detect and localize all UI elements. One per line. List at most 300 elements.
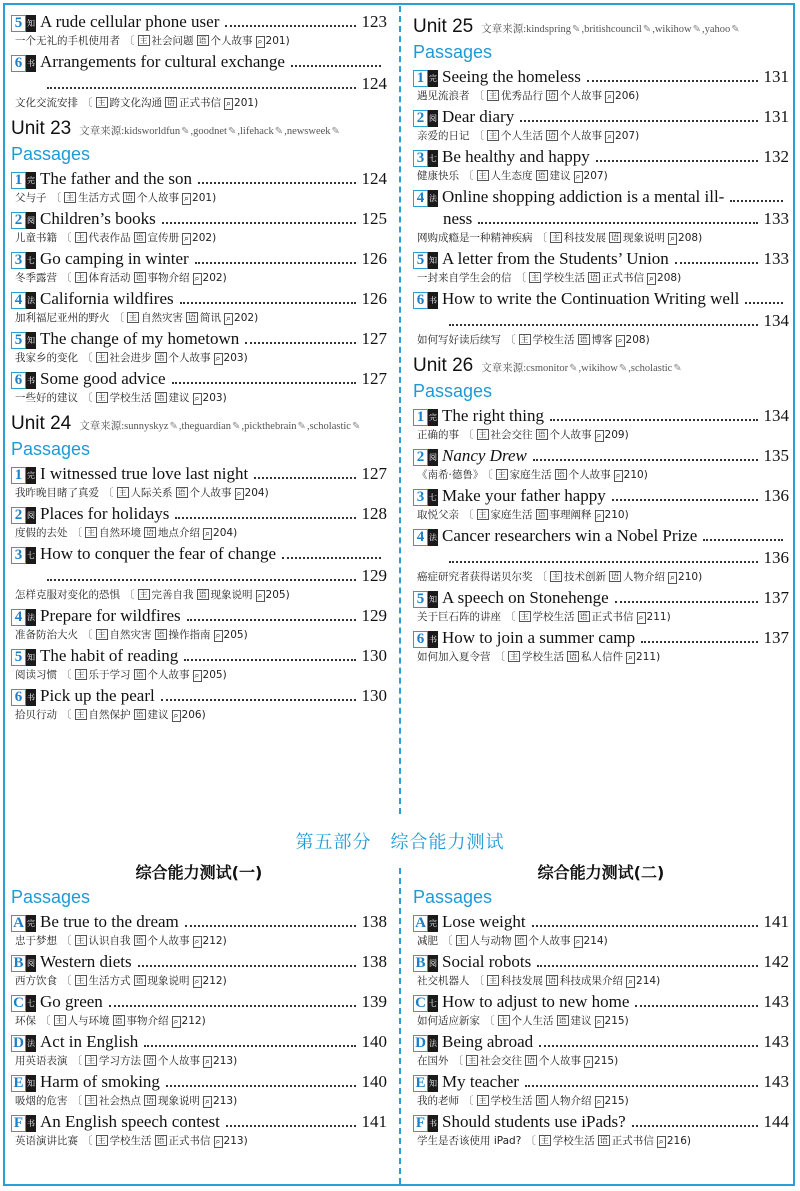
entry-type-tag: 七 [428,995,438,1012]
entry-meta [11,972,387,990]
entry-continuation [11,72,387,94]
entry-ref-page: 210 [678,571,699,583]
entry-genre: 现象说明 [158,1095,200,1107]
bracket-open: 〔 [463,1095,474,1107]
leader-dots [47,87,356,89]
genre-label: 语 [135,233,144,242]
bracket-open: 〔 [61,669,72,681]
leader-dots [166,1085,356,1087]
entry-line [413,444,789,466]
source-sep: , [241,421,245,432]
entry-type-tag: 阅 [428,449,438,466]
entry-chinese-title: 用英语表演 [15,1055,68,1067]
magnifier-icon: ⌕ [575,172,581,182]
entry-title: Online shopping addiction is a mental ill- [442,187,725,206]
genre-label: 语 [548,976,556,985]
entry-genre: 事物介绍 [126,1015,169,1027]
bracket-open: 〔 [525,1135,536,1147]
bracket-close: ) [212,192,217,204]
entry-answer-ref [214,629,248,641]
entry-answer-ref [647,272,681,284]
paperclip-icon: ✎ [572,24,581,35]
entry-answer-ref [657,1135,691,1147]
entry-type-tag: 知 [428,252,438,269]
toc-entry [11,367,387,407]
entry-chinese-title: 如何写好读后续写 [417,334,501,346]
theme-label: 主 [97,98,106,107]
entry-number: 4 [11,609,26,626]
source-name: kindspring [526,24,572,35]
entry-ref-page: 214 [636,975,657,987]
bracket-close: ) [603,935,608,947]
entry-page-number: 133 [763,249,789,268]
leader-dots [539,1045,757,1047]
leader-dots [161,699,356,701]
bracket-close: ) [603,170,608,182]
leader-dots [730,200,783,202]
entry-ref-page: 215 [604,1015,625,1027]
theme-label: 主 [478,510,487,519]
leader-dots [612,499,758,501]
theme-label: 主 [97,353,106,362]
entry-theme: 学校生活 [490,1095,533,1107]
toc-entry [11,50,387,112]
entry-number: 6 [11,689,26,706]
left-column [11,10,387,724]
entry-meta [413,1052,789,1070]
entry-number: 2 [11,507,26,524]
entry-chinese-title: 减肥 [417,935,438,947]
toc-entry [413,910,789,950]
entry-ref-page: 205 [223,629,244,641]
unit-sources [481,363,683,374]
entry-line [413,145,789,167]
bracket-open: 〔 [82,392,93,404]
entry-genre: 个人故事 [158,1055,200,1067]
bracket-open: 〔 [487,469,493,481]
entry-answer-ref [626,975,660,987]
entry-genre: 正式书信 [179,97,221,109]
entry-page-number: 140 [361,1072,387,1091]
entry-page-number: 129 [361,606,387,625]
entry-line [11,50,387,72]
entry-line [413,1070,789,1092]
entry-meta [11,309,387,327]
entry-type-tag: 书 [428,1115,438,1132]
paperclip-icon: ✎ [297,421,306,432]
magnifier-icon: ⌕ [658,1137,664,1147]
entry-answer-ref [193,975,227,987]
entry-chinese-title: 健康快乐 [417,170,459,182]
bracket-open: 〔 [124,589,135,601]
toc-entry [413,287,789,349]
leader-dots [596,160,758,162]
entry-answer-ref [595,1015,629,1027]
entry-meta [413,568,789,586]
entry-answer-ref [605,90,639,102]
entry-page-number: 134 [763,311,789,330]
genre-label: 语 [548,131,556,140]
entry-number: 2 [413,110,428,127]
entry-genre: 个人故事 [539,1055,581,1067]
bracket-close: ) [614,1055,619,1067]
magnifier-icon: ⌕ [215,354,221,364]
entry-title: Places for holidays [40,504,170,523]
entry-theme: 社会进步 [109,352,152,364]
entry-number: A [413,915,428,932]
entry-ref-page: 207 [615,130,636,142]
magnifier-icon: ⌕ [607,92,613,102]
entry-ref-page: 207 [583,170,604,182]
entry-title: How to conquer the fear of change [40,544,277,563]
leader-dots [550,419,758,421]
entry-genre: 宣传册 [147,232,179,244]
entry-answer-ref [256,35,290,47]
entry-type-tag: 阅 [428,110,438,127]
entry-chinese-title: 拾贝行动 [15,709,57,721]
bracket-close: ) [264,487,269,499]
entry-meta [413,932,789,950]
entry-chinese-title: 关于巨石阵的讲座 [417,611,501,623]
genre-label: 语 [188,313,196,322]
leader-dots [635,1005,757,1007]
entry-genre: 人物介绍 [623,571,665,583]
unit-header [11,413,387,435]
bracket-close: ) [233,1055,238,1067]
entry-ref-page: 215 [594,1055,615,1067]
entry-line [413,185,789,207]
entry-line [11,910,387,932]
entry-title: I witnessed true love last night [40,464,249,483]
entry-genre: 个人故事 [210,35,253,47]
toc-entry [413,185,789,247]
toc-entry [413,145,789,185]
theme-label: 主 [97,1136,106,1145]
entry-page-number: 124 [361,74,387,93]
toc-entry [11,327,387,367]
entry-page-number: 143 [763,992,789,1011]
entry-ref-page: 202 [234,312,255,324]
entry-title: The change of my hometown [40,329,240,348]
toc-entry [11,462,387,502]
entry-theme: 社会问题 [151,35,194,47]
entry-title: Pick up the pearl [40,686,155,705]
magnifier-icon: ⌕ [226,99,232,109]
entry-line [413,404,789,426]
entry-chinese-title: 正确的事 [417,429,459,441]
paperclip-icon: ✎ [673,363,682,374]
paperclip-icon: ✎ [618,363,628,374]
entry-chinese-title: 环保 [15,1015,36,1027]
leader-dots [449,561,758,563]
entry-theme: 科技发展 [564,232,606,244]
entry-line [11,10,387,32]
entry-meta [11,1132,387,1150]
entry-number: 4 [413,529,428,546]
entry-theme: 社会热点 [99,1095,141,1107]
entry-title: A letter from the Students’ Union [442,249,669,268]
toc-entry [413,990,789,1030]
theme-label: 主 [87,1096,95,1105]
toc-entry [413,586,789,626]
bracket-open: 〔 [61,709,72,721]
bracket-open: 〔 [473,130,484,142]
entry-type-tag: 知 [428,1075,438,1092]
entry-number: 1 [11,467,26,484]
entry-number: 3 [11,547,26,564]
bracket-open: 〔 [71,1055,82,1067]
magnifier-icon: ⌕ [215,631,221,641]
entry-chinese-title: 一个无礼的手机使用者 [15,35,120,47]
entry-number: 1 [413,409,428,426]
entry-ref-page: 213 [213,1095,234,1107]
entry-meta [413,167,789,185]
theme-label: 主 [520,612,529,621]
entry-number: E [11,1075,26,1092]
entry-answer-ref [584,1055,618,1067]
entry-title: Nancy Drew [442,446,527,465]
bracket-open: 〔 [50,192,61,204]
entry-genre: 个人故事 [147,935,190,947]
entry-title-cont: ness [443,209,473,228]
source-name: goodnet [193,126,227,137]
bracket-close: ) [222,669,227,681]
source-name: sunnyskyz [124,421,169,432]
magnifier-icon: ⌕ [236,489,242,499]
entry-chinese-title: 阅读习惯 [15,669,57,681]
entry-number: 4 [413,190,428,207]
leader-dots [615,601,758,603]
genre-label: 语 [114,1016,123,1025]
entry-title: Seeing the homeless [442,67,581,86]
entry-theme: 自然灾害 [141,312,183,324]
leader-dots [175,517,355,519]
source-sep: , [190,126,194,137]
bracket-open: 〔 [82,1135,93,1147]
theme-label: 主 [66,193,74,202]
entry-meta [413,87,789,105]
source-name: newsweek [286,126,331,137]
genre-label: 语 [135,936,144,945]
bracket-open: 〔 [505,334,516,346]
entry-answer-ref [224,312,258,324]
entry-theme: 优秀品行 [501,90,543,102]
entry-type-tag: 七 [26,252,36,269]
magnifier-icon: ⌕ [205,529,211,539]
entry-number: 6 [413,292,428,309]
magnifier-icon: ⌕ [596,1097,602,1107]
genre-label: 语 [548,91,556,100]
entry-theme: 完善自我 [151,589,194,601]
entry-title: Some good advice [40,369,166,388]
entry-answer-ref [256,589,290,601]
entry-theme: 学校生活 [109,392,152,404]
entry-answer-ref [193,272,227,284]
entry-title: How to adjust to new home [442,992,630,1011]
test-2-title: 综合能力测试(二) [537,863,665,882]
entry-line [11,247,387,269]
entry-genre: 人物介绍 [549,1095,592,1107]
entry-title: Dear diary [442,107,515,126]
entry-meta [11,1092,387,1110]
entry-chinese-title: 一些好的建议 [15,392,78,404]
entry-type-tag: 知 [26,15,36,32]
toc-entry [413,1030,789,1070]
toc-entry [413,404,789,444]
entry-type-tag: 七 [428,489,438,506]
entry-chinese-title: 学生是否该使用 iPad? [417,1135,522,1147]
entry-page-number: 139 [361,992,387,1011]
bracket-close: ) [233,1095,238,1107]
entry-theme: 个人生活 [511,1015,554,1027]
genre-label: 语 [537,510,546,519]
entry-type-tag: 七 [26,547,36,564]
entry-meta [11,32,387,50]
entry-page-number: 143 [763,1072,789,1091]
toc-entry [11,247,387,287]
bracket-close: ) [254,312,259,324]
entry-genre: 个人故事 [147,669,190,681]
paperclip-icon: ✎ [569,363,578,374]
entry-chinese-title: 我的老师 [417,1095,459,1107]
entry-answer-ref [574,935,608,947]
source-label: 文章来源: [481,363,527,374]
entry-meta [11,349,387,367]
entry-line [413,65,789,87]
entry-meta [413,229,789,247]
entry-line [413,910,789,932]
entry-ref-page: 202 [192,232,213,244]
magnifier-icon: ⌕ [257,37,263,47]
entry-genre: 正式书信 [591,611,634,623]
genre-label: 语 [569,652,577,661]
magnifier-icon: ⌕ [596,511,602,521]
entry-number: E [413,1075,428,1092]
theme-label: 主 [531,273,539,282]
entry-ref-page: 208 [625,334,646,346]
bracket-close: ) [624,1095,629,1107]
toc-entry [413,65,789,105]
bracket-open: 〔 [463,509,474,521]
magnifier-icon: ⌕ [194,977,200,987]
leader-dots [537,965,757,967]
passages-heading: Passages [11,439,91,459]
leader-dots [172,382,356,384]
paperclip-icon: ✎ [169,421,178,432]
entry-ref-page: 209 [604,429,625,441]
bracket-close: ) [666,611,671,623]
entry-type-tag: 七 [428,150,438,167]
bracket-open: 〔 [505,611,516,623]
entry-continuation [413,207,789,229]
entry-chinese-title: 如何加入夏令营 [417,651,491,663]
entry-title: Should students use iPads? [442,1112,626,1131]
bracket-close: ) [645,334,650,346]
magnifier-icon: ⌕ [205,1057,211,1067]
entry-number: 5 [413,252,428,269]
bracket-open: 〔 [494,651,505,663]
entry-number: 5 [11,649,26,666]
entry-number: 5 [413,591,428,608]
entry-page-number: 123 [361,12,387,31]
entry-chinese-title: 在国外 [417,1055,449,1067]
entry-title: Prepare for wildfires [40,606,181,625]
bracket-close: ) [698,232,703,244]
genre-label: 语 [146,1056,154,1065]
entry-ref-page: 211 [636,651,657,663]
source-label: 文章来源: [79,126,125,137]
entry-page-number: 131 [763,67,789,86]
bracket-open: 〔 [463,429,474,441]
entry-title: Lose weight [442,912,526,931]
unit-sources [79,421,361,432]
unit-title: Unit 24 [11,413,72,434]
entry-title: Make your father happy [442,486,606,505]
entry-line [11,367,387,389]
magnifier-icon: ⌕ [596,1017,602,1027]
right-column [413,10,789,666]
entry-ref-page: 201 [265,35,286,47]
entry-chinese-title: 文化交流安排 [15,97,78,109]
entry-meta [11,1052,387,1070]
passages-heading: Passages [413,42,493,62]
toc-entry [413,1110,789,1150]
entry-number: D [11,1035,26,1052]
genre-label: 语 [125,193,133,202]
source-name: scholastic [309,421,351,432]
genre-label: 语 [156,393,165,402]
entry-genre: 现象说明 [210,589,253,601]
theme-label: 主 [139,590,148,599]
entry-ref-page: 211 [646,611,667,623]
theme-label: 主 [552,572,560,581]
source-sep: , [578,363,582,374]
source-sep: , [701,24,705,35]
magnifier-icon: ⌕ [596,431,602,441]
entry-number: 1 [413,70,428,87]
leader-dots [195,262,356,264]
entry-answer-ref [203,1055,237,1067]
theme-label: 主 [87,528,95,537]
source-sep: , [284,126,287,137]
entry-meta [413,426,789,444]
magnifier-icon: ⌕ [628,977,634,987]
entry-chinese-title: 加利福尼亚州的野火 [15,312,110,324]
entry-type-tag: 完 [26,467,36,484]
unit-24-section [11,413,387,724]
theme-label: 主 [552,233,560,242]
entry-meta [11,524,387,542]
magnifier-icon: ⌕ [615,471,621,481]
genre-label: 语 [590,273,598,282]
entry-meta [413,1012,789,1030]
entry-theme: 乐于学习 [88,669,131,681]
bracket-open: 〔 [82,97,93,109]
entry-line [11,207,387,229]
entry-genre: 博客 [591,334,613,346]
leader-dots [162,222,356,224]
entry-ref-page: 208 [678,232,699,244]
leader-dots [675,262,758,264]
theme-label: 主 [457,936,466,945]
column-divider-top [399,6,401,814]
theme-label: 主 [76,976,85,985]
entry-meta [11,932,387,950]
source-sep: , [628,363,631,374]
magnifier-icon: ⌕ [173,711,179,721]
bracket-close: ) [686,1135,691,1147]
entry-genre: 个人故事 [137,192,179,204]
